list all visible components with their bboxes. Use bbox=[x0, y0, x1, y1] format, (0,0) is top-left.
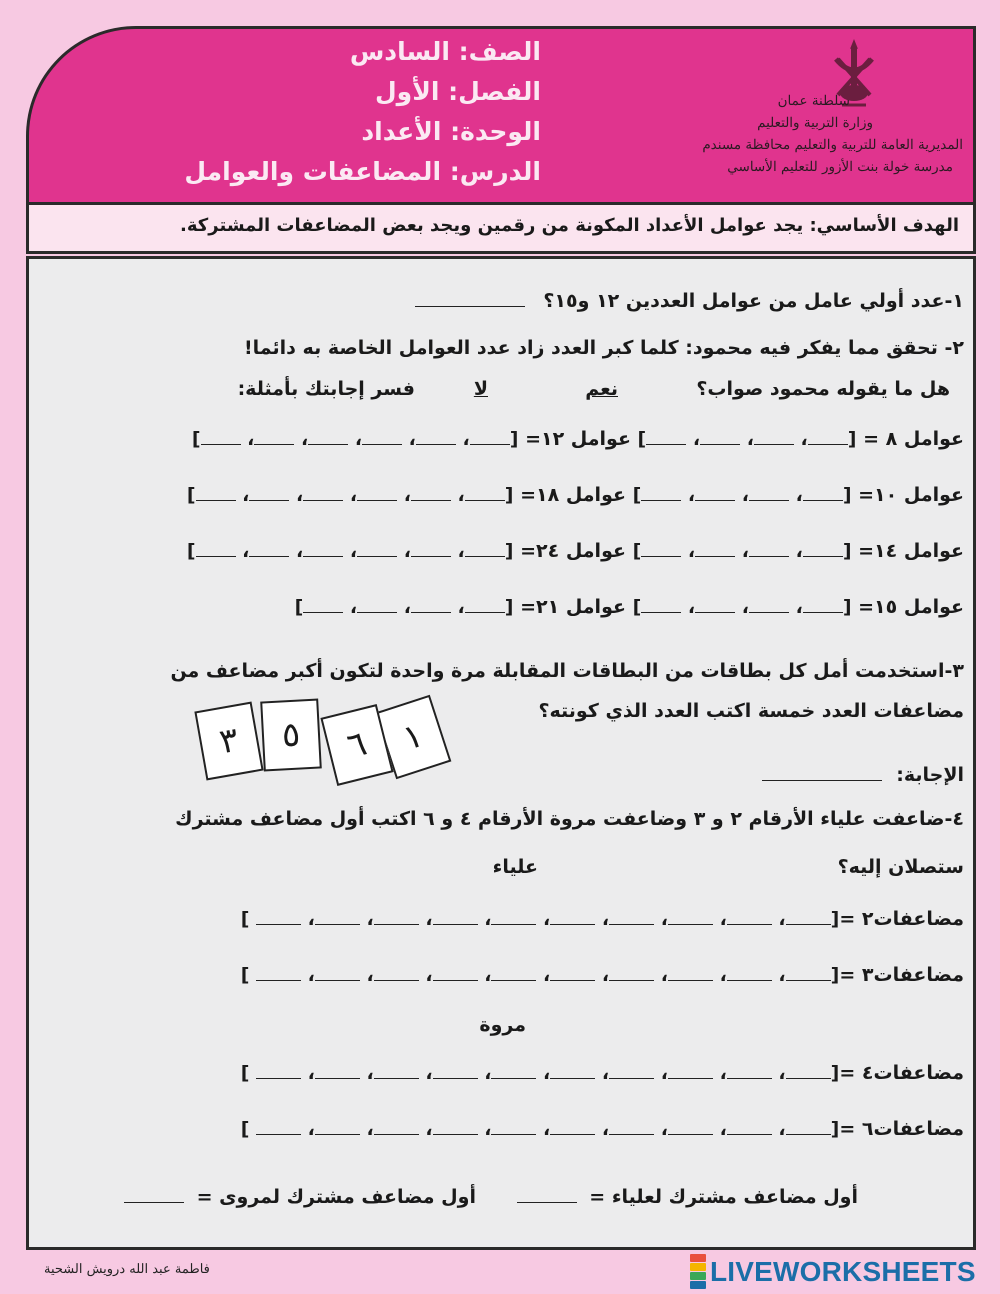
blank[interactable] bbox=[256, 962, 301, 981]
blank[interactable] bbox=[357, 594, 397, 613]
blank[interactable] bbox=[491, 1060, 536, 1079]
answer-label: الإجابة: bbox=[896, 764, 964, 786]
factors-label: عوامل ٨ = bbox=[863, 428, 964, 450]
blank[interactable] bbox=[470, 426, 510, 445]
blank[interactable] bbox=[303, 482, 343, 501]
blank[interactable] bbox=[256, 1060, 301, 1079]
question-3-line-2: مضاعفات العدد خمسة اكتب العدد الذي كونته؟ bbox=[538, 700, 964, 722]
blank[interactable] bbox=[465, 594, 505, 613]
multiples-label: مضاعفات٦ = bbox=[839, 1118, 964, 1140]
factors-row-4: عوامل ١٥= [، ، ، ] عوامل ٢١= [، ، ، ] bbox=[294, 596, 964, 618]
blank[interactable] bbox=[196, 538, 236, 557]
blank[interactable] bbox=[433, 906, 478, 925]
question-3-answer bbox=[762, 762, 964, 786]
blank[interactable] bbox=[491, 1116, 536, 1135]
blank[interactable] bbox=[609, 1060, 654, 1079]
blank[interactable] bbox=[786, 906, 831, 925]
number-cards bbox=[188, 694, 458, 794]
blank[interactable] bbox=[550, 1116, 595, 1135]
ministry-line-4: مدرسة خولة بنت الأزور للتعليم الأساسي bbox=[727, 159, 953, 175]
blank[interactable] bbox=[362, 426, 402, 445]
factors-row-2: عوامل ١٠= [، ، ، ] عوامل ١٨= [، ، ، ، ، ] bbox=[186, 484, 964, 506]
multiples-label: مضاعفات٣ = bbox=[839, 964, 964, 986]
blank[interactable] bbox=[609, 962, 654, 981]
blank[interactable] bbox=[749, 594, 789, 613]
blank[interactable] bbox=[550, 962, 595, 981]
blank[interactable] bbox=[256, 1116, 301, 1135]
first-common-alia-label: أول مضاعف مشترك لعلياء = bbox=[589, 1186, 858, 1208]
number-card[interactable]: ٥ bbox=[260, 699, 322, 772]
blank[interactable] bbox=[641, 538, 681, 557]
worksheet-body bbox=[26, 256, 976, 1250]
liveworksheets-icon bbox=[690, 1254, 706, 1289]
blank[interactable] bbox=[695, 538, 735, 557]
header-panel bbox=[26, 26, 976, 202]
blank[interactable] bbox=[374, 906, 419, 925]
blank[interactable] bbox=[433, 1116, 478, 1135]
blank[interactable] bbox=[749, 482, 789, 501]
question-4-line-2: ستصلان إليه؟ bbox=[837, 856, 964, 878]
blank[interactable] bbox=[249, 482, 289, 501]
blank[interactable] bbox=[695, 594, 735, 613]
author-name: فاطمة عبد الله درويش الشحية bbox=[44, 1262, 210, 1277]
blank[interactable] bbox=[641, 594, 681, 613]
alia-heading: علياء bbox=[492, 856, 538, 878]
factors-label: عوامل ١٥= bbox=[858, 596, 964, 618]
blank[interactable] bbox=[201, 426, 241, 445]
blank[interactable] bbox=[315, 962, 360, 981]
factors-label: عوامل ٢٤= bbox=[520, 540, 626, 562]
blank[interactable] bbox=[550, 906, 595, 925]
blank[interactable] bbox=[254, 426, 294, 445]
grade-title: الصف: السادس bbox=[349, 37, 541, 66]
multiples-label: مضاعفات٢ = bbox=[839, 908, 964, 930]
blank[interactable] bbox=[668, 962, 713, 981]
first-common-marwa bbox=[124, 1184, 476, 1208]
unit-title: الوحدة: الأعداد bbox=[361, 117, 541, 146]
blank[interactable] bbox=[609, 1116, 654, 1135]
blank[interactable] bbox=[727, 962, 772, 981]
term-title: الفصل: الأول bbox=[374, 77, 541, 106]
blank[interactable] bbox=[641, 482, 681, 501]
number-card[interactable]: ٣ bbox=[194, 701, 263, 780]
blank[interactable] bbox=[256, 906, 301, 925]
factors-label: عوامل ١٤= bbox=[858, 540, 964, 562]
blank[interactable] bbox=[668, 906, 713, 925]
ministry-line-3: المديرية العامة للتربية والتعليم محافظة مسندم bbox=[702, 137, 963, 153]
question-1 bbox=[415, 288, 964, 312]
blank[interactable] bbox=[646, 426, 686, 445]
liveworksheets-logo[interactable] bbox=[690, 1254, 976, 1289]
blank[interactable] bbox=[303, 538, 343, 557]
question-2-statement: ٢- تحقق مما يفكر فيه محمود: كلما كبر العدد زاد عدد العوامل الخاصة به دائما! bbox=[244, 337, 964, 359]
blank[interactable] bbox=[695, 482, 735, 501]
blank[interactable] bbox=[803, 482, 843, 501]
alia-answer-blank[interactable] bbox=[517, 1184, 577, 1203]
blank[interactable] bbox=[416, 426, 456, 445]
blank[interactable] bbox=[411, 538, 451, 557]
blank[interactable] bbox=[315, 1116, 360, 1135]
blank[interactable] bbox=[808, 426, 848, 445]
blank[interactable] bbox=[668, 1116, 713, 1135]
factors-row-3: عوامل ١٤= [، ، ، ] عوامل ٢٤= [، ، ، ، ، ] bbox=[186, 540, 964, 562]
multiples-2-row: مضاعفات٢ =[، ، ، ، ، ، ، ، ، ] bbox=[240, 908, 964, 930]
ministry-line-2: وزارة التربية والتعليم bbox=[757, 115, 873, 131]
blank[interactable] bbox=[491, 906, 536, 925]
multiples-label: مضاعفات٤ = bbox=[839, 1062, 964, 1084]
blank[interactable] bbox=[196, 482, 236, 501]
blank[interactable] bbox=[465, 538, 505, 557]
blank[interactable] bbox=[491, 962, 536, 981]
blank[interactable] bbox=[786, 1060, 831, 1079]
factors-label: عوامل ١٢= bbox=[525, 428, 631, 450]
first-common-marwa-label: أول مضاعف مشترك لمروى = bbox=[196, 1186, 476, 1208]
factors-label: عوامل ١٨= bbox=[520, 484, 626, 506]
blank[interactable] bbox=[411, 482, 451, 501]
multiples-3-row: مضاعفات٣ =[، ، ، ، ، ، ، ، ، ] bbox=[240, 964, 964, 986]
blank[interactable] bbox=[303, 594, 343, 613]
question-4-line-1: ٤-ضاعفت علياء الأرقام ٢ و ٣ وضاعفت مروة الأرقام ٤ و ٦ اكتب أول مضاعف مشترك bbox=[175, 808, 964, 830]
q3-answer-blank[interactable] bbox=[762, 762, 882, 781]
ministry-line-1: سلطنة عمان bbox=[777, 93, 850, 109]
blank[interactable] bbox=[357, 482, 397, 501]
blank[interactable] bbox=[374, 962, 419, 981]
blank[interactable] bbox=[433, 962, 478, 981]
blank[interactable] bbox=[727, 1060, 772, 1079]
blank[interactable] bbox=[465, 482, 505, 501]
blank[interactable] bbox=[249, 538, 289, 557]
marwa-answer-blank[interactable] bbox=[124, 1184, 184, 1203]
factors-row-1: عوامل ٨ = [، ، ، ] عوامل ١٢= [، ، ، ، ، ] bbox=[191, 428, 964, 450]
blank[interactable] bbox=[308, 426, 348, 445]
q1-answer-blank[interactable] bbox=[415, 288, 525, 307]
blank[interactable] bbox=[803, 594, 843, 613]
marwa-heading: مروة bbox=[479, 1014, 526, 1036]
blank[interactable] bbox=[374, 1116, 419, 1135]
question-1-text: ١-عدد أولي عامل من عوامل العددين ١٢ و١٥؟ bbox=[543, 290, 964, 312]
blank[interactable] bbox=[609, 906, 654, 925]
blank[interactable] bbox=[315, 1060, 360, 1079]
blank[interactable] bbox=[803, 538, 843, 557]
number-card[interactable]: ٦ bbox=[320, 704, 393, 786]
blank[interactable] bbox=[786, 1116, 831, 1135]
blank[interactable] bbox=[357, 538, 397, 557]
blank[interactable] bbox=[700, 426, 740, 445]
lesson-goal: الهدف الأساسي: يجد عوامل الأعداد المكونة من رقمين ويجد بعض المضاعفات المشتركة. bbox=[26, 202, 976, 254]
multiples-4-row: مضاعفات٤ =[، ، ، ، ، ، ، ، ، ] bbox=[240, 1062, 964, 1084]
blank[interactable] bbox=[315, 906, 360, 925]
blank[interactable] bbox=[727, 1116, 772, 1135]
blank[interactable] bbox=[374, 1060, 419, 1079]
blank[interactable] bbox=[411, 594, 451, 613]
factors-label: عوامل ٢١= bbox=[520, 596, 626, 618]
no-option[interactable]: لا bbox=[473, 378, 488, 400]
question-2-prompt: هل ما يقوله محمود صواب؟ bbox=[696, 378, 950, 400]
blank[interactable] bbox=[668, 1060, 713, 1079]
blank[interactable] bbox=[749, 538, 789, 557]
blank[interactable] bbox=[786, 962, 831, 981]
liveworksheets-text: LIVEWORKSHEETS bbox=[710, 1255, 976, 1287]
yes-option[interactable]: نعم bbox=[585, 378, 618, 400]
first-common-alia bbox=[517, 1184, 858, 1208]
blank[interactable] bbox=[433, 1060, 478, 1079]
factors-label: عوامل ١٠= bbox=[858, 484, 964, 506]
number-card[interactable]: ١ bbox=[375, 695, 452, 779]
lesson-title: الدرس: المضاعفات والعوامل bbox=[184, 157, 541, 186]
blank[interactable] bbox=[550, 1060, 595, 1079]
blank[interactable] bbox=[754, 426, 794, 445]
multiples-6-row: مضاعفات٦ =[، ، ، ، ، ، ، ، ، ] bbox=[240, 1118, 964, 1140]
explain-label: فسر إجابتك بأمثلة: bbox=[237, 378, 415, 400]
blank[interactable] bbox=[727, 906, 772, 925]
question-3-line-1: ٣-استخدمت أمل كل بطاقات من البطاقات المقابلة مرة واحدة لتكون أكبر مضاعف من bbox=[170, 660, 964, 682]
